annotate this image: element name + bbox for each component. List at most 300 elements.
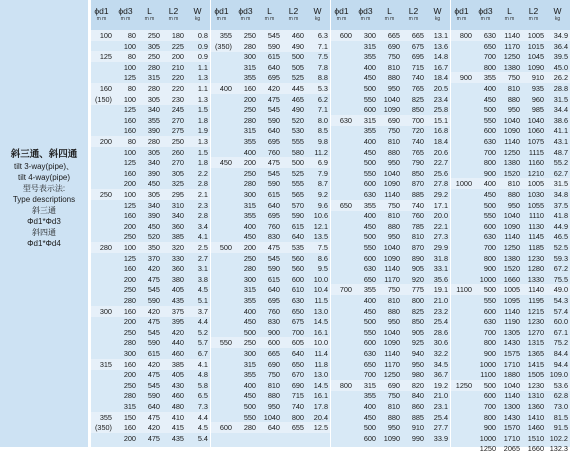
- table-cell: 36.4: [553, 41, 568, 51]
- column-header: [427, 7, 448, 22]
- table-cell: 450: [243, 391, 256, 401]
- table-row: [91, 94, 210, 105]
- table-cell: 7.5: [317, 243, 328, 252]
- table-cell: 125: [99, 52, 112, 62]
- table-cell: 610: [291, 285, 304, 295]
- table-cell: 355: [243, 370, 256, 380]
- table-row: [331, 231, 450, 242]
- table-cell: 435: [171, 433, 184, 443]
- table-cell: 1310: [527, 391, 544, 401]
- table-cell: 475: [147, 317, 160, 327]
- table-row: [451, 115, 570, 126]
- table-cell: 230: [171, 94, 184, 104]
- table-cell: 700: [483, 327, 496, 337]
- table-cell: 1005: [527, 179, 544, 189]
- table-cell: 475: [267, 158, 280, 168]
- table-cell: 5.1: [197, 296, 208, 305]
- table-cell: 1380: [503, 62, 520, 72]
- table-cell: 250: [147, 31, 160, 40]
- table-row: [211, 369, 330, 380]
- table-cell: 25.4: [433, 412, 448, 422]
- table-cell: 28.8: [553, 84, 568, 93]
- table-cell: 1430: [503, 412, 520, 422]
- table-cell: 765: [411, 147, 424, 157]
- table-cell: 4.1: [197, 359, 208, 369]
- table-cell: 5.4: [197, 433, 208, 443]
- table-cell: 7.8: [317, 62, 328, 72]
- table-cell: 900: [483, 168, 496, 178]
- table-cell: 300: [243, 349, 256, 358]
- table-cell: 355: [147, 115, 160, 125]
- table-cell: 545: [147, 327, 160, 337]
- table-cell: 11.5: [314, 296, 328, 305]
- table-cell: 630: [363, 190, 376, 199]
- table-cell: 295: [171, 190, 184, 199]
- table-cell: 16.8: [433, 126, 448, 136]
- table-cell: 100: [123, 62, 136, 72]
- sidebar-description: [0, 148, 88, 249]
- table-cell: 315: [123, 402, 136, 411]
- table-cell: 33.1: [433, 264, 448, 274]
- sidebar-line: 斜三通: [32, 206, 56, 215]
- table-row: [91, 390, 210, 401]
- table-row: [91, 348, 210, 359]
- table-cell: 1710: [503, 433, 520, 443]
- table-cell: 890: [411, 253, 424, 263]
- table-cell: 6.5: [197, 391, 208, 401]
- sidebar-line: 型号表示法:: [22, 184, 66, 193]
- table-cell: 750: [387, 391, 400, 401]
- table-cell: 810: [507, 84, 520, 93]
- table-cell: 16.1: [313, 327, 328, 337]
- column-symbol: W: [193, 6, 202, 16]
- table-cell: 545: [267, 168, 280, 178]
- table-cell: 81.5: [553, 412, 568, 422]
- table-row: [451, 221, 570, 232]
- table-cell: 59.3: [553, 253, 568, 263]
- table-cell: 590: [267, 179, 280, 189]
- table-cell: 315: [243, 285, 256, 295]
- table-cell: 950: [267, 402, 280, 411]
- table-row: [451, 157, 570, 168]
- table-cell: 850: [411, 168, 424, 178]
- table-cell: 500: [291, 52, 304, 62]
- table-cell: 100: [123, 147, 136, 157]
- table-row: [91, 157, 210, 168]
- table-cell: 555: [291, 179, 304, 189]
- table-cell: 5.2: [197, 327, 208, 337]
- table-cell: 160: [123, 359, 136, 369]
- table-cell: 760: [411, 211, 424, 221]
- table-cell: 125: [123, 105, 136, 115]
- table-cell: 125: [123, 73, 136, 83]
- table-row: [331, 316, 450, 327]
- table-cell: 200: [123, 317, 136, 327]
- table-cell: 400: [243, 221, 256, 231]
- table-cell: 740: [411, 200, 424, 210]
- table-cell: 600: [363, 179, 376, 189]
- column-symbol: W: [433, 6, 442, 16]
- table-cell: 21.0: [433, 391, 448, 401]
- table-cell: 1090: [527, 62, 544, 72]
- column-symbol: L: [507, 6, 512, 16]
- table-cell: 9.5: [317, 264, 328, 274]
- table-cell: 340: [171, 211, 184, 221]
- table-cell: 665: [387, 31, 400, 40]
- table-cell: 1040: [263, 412, 280, 422]
- table-cell: 55.2: [553, 158, 568, 168]
- table-cell: 1060: [527, 126, 544, 136]
- table-cell: 1100: [456, 285, 472, 295]
- table-cell: 695: [267, 211, 280, 221]
- table-cell: 100: [123, 41, 136, 51]
- table-row: [211, 337, 330, 348]
- table-cell: 3.1: [197, 264, 208, 274]
- column-symbol: L: [267, 6, 272, 16]
- table-row: [331, 348, 450, 359]
- column-symbol: ϕd1: [94, 6, 109, 16]
- column-header: [187, 7, 208, 22]
- table-cell: 1140: [504, 31, 520, 40]
- table-cell: 8.6: [317, 253, 328, 263]
- column-symbol: ϕd1: [454, 6, 469, 16]
- table-cell: 10.6: [313, 211, 328, 221]
- column-symbol: L2: [528, 6, 539, 16]
- table-cell: 1660: [503, 274, 520, 284]
- table-cell: 880: [507, 94, 520, 104]
- table-cell: 580: [291, 147, 304, 157]
- table-cell: 16.7: [433, 62, 448, 72]
- table-cell: 560: [291, 253, 304, 263]
- table-cell: 500: [363, 84, 376, 93]
- table-cell: 880: [387, 221, 400, 231]
- table-row: [211, 295, 330, 306]
- table-cell: 900: [483, 264, 496, 274]
- table-cell: 500: [243, 402, 256, 411]
- table-row: [451, 178, 570, 189]
- table-cell: 26.2: [553, 73, 568, 83]
- table-cell: 860: [411, 402, 424, 411]
- table-row: [211, 221, 330, 232]
- table-cell: 400: [363, 211, 376, 221]
- table-cell: 200: [123, 221, 136, 231]
- table-cell: 475: [267, 94, 280, 104]
- table-cell: 715: [411, 62, 424, 72]
- table-row: [331, 369, 450, 380]
- table-cell: 650: [339, 200, 352, 210]
- table-cell: 395: [171, 317, 184, 327]
- table-row: [451, 30, 570, 41]
- table-cell: 2.7: [197, 253, 208, 263]
- column-header: [211, 7, 232, 22]
- table-cell: 220: [171, 84, 184, 93]
- table-cell: 160: [123, 115, 136, 125]
- table-row: [451, 284, 570, 295]
- table-cell: 420: [147, 423, 160, 433]
- table-cell: 14.5: [313, 317, 328, 327]
- table-cell: 180: [171, 31, 184, 40]
- table-cell: 475: [147, 370, 160, 380]
- table-row: [211, 327, 330, 338]
- table-cell: 1030: [527, 190, 544, 199]
- table-cell: 720: [411, 126, 424, 136]
- table-cell: 385: [171, 359, 184, 369]
- table-row: [451, 306, 570, 317]
- table-cell: 1270: [527, 327, 544, 337]
- table-cell: 880: [387, 306, 400, 316]
- column-unit: kg: [314, 16, 321, 22]
- table-cell: 4.5: [197, 423, 208, 433]
- table-cell: 1170: [384, 274, 400, 284]
- table-cell: 280: [147, 62, 160, 72]
- table-row: [91, 168, 210, 179]
- table-cell: 1230: [527, 380, 544, 390]
- table-row: [451, 210, 570, 221]
- table-row: [211, 359, 330, 370]
- table-cell: 600: [363, 105, 376, 115]
- table-row: [91, 83, 210, 94]
- table-cell: 400: [483, 84, 496, 93]
- table-row: [331, 284, 450, 295]
- table-cell: 545: [147, 380, 160, 390]
- table-cell: 600: [483, 126, 496, 136]
- table-cell: 27.3: [433, 232, 448, 242]
- table-cell: 1140: [504, 232, 520, 242]
- column-symbol: L2: [168, 6, 179, 16]
- column-unit: kg: [194, 16, 201, 22]
- table-cell: 550: [363, 243, 376, 252]
- table-cell: 1.5: [197, 147, 208, 157]
- table-cell: 950: [387, 232, 400, 242]
- table-cell: 650: [291, 359, 304, 369]
- table-row: [211, 380, 330, 391]
- table-cell: 615: [267, 190, 280, 199]
- table-cell: 67.1: [553, 327, 568, 337]
- table-row: [451, 104, 570, 115]
- table-cell: 305: [147, 147, 160, 157]
- table-cell: 535: [291, 243, 304, 252]
- column-symbol: ϕd1: [214, 6, 229, 16]
- table-row: [331, 422, 450, 433]
- table-cell: 109.0: [549, 370, 568, 380]
- table-cell: 225: [171, 41, 184, 51]
- table-cell: 500: [363, 423, 376, 433]
- table-row: [331, 136, 450, 147]
- table-cell: 400: [363, 137, 376, 146]
- column-unit: m m: [288, 16, 299, 22]
- column-symbol: ϕd3: [478, 6, 493, 16]
- table-cell: 900: [267, 327, 280, 337]
- table-row: [91, 242, 210, 253]
- table-cell: 34.9: [553, 31, 568, 40]
- table-cell: 830: [267, 232, 280, 242]
- table-cell: 1045: [527, 52, 544, 62]
- table-cell: 545: [147, 285, 160, 295]
- table-cell: 355: [363, 391, 376, 401]
- table-cell: 550: [483, 211, 496, 221]
- table-cell: 500: [483, 105, 496, 115]
- table-cell: 17.1: [433, 200, 448, 210]
- table-row: [211, 51, 330, 62]
- table-cell: 34.4: [553, 105, 568, 115]
- table-cell: 505: [291, 62, 304, 72]
- table-cell: 405: [171, 285, 184, 295]
- table-cell: 5.3: [317, 84, 328, 93]
- table-cell: 1040: [503, 380, 520, 390]
- table-cell: 1410: [527, 412, 544, 422]
- table-cell: 36.7: [433, 370, 448, 380]
- table-cell: 475: [147, 412, 160, 422]
- table-cell: 10.0: [313, 338, 328, 348]
- table-cell: 800: [483, 253, 496, 263]
- table-cell: 880: [387, 73, 400, 83]
- table-cell: 520: [147, 232, 160, 242]
- table-cell: 31.5: [553, 179, 568, 189]
- table-cell: 1430: [503, 338, 520, 348]
- table-cell: 0.9: [197, 41, 208, 51]
- table-cell: 32.2: [433, 349, 448, 358]
- table-cell: 132.3: [549, 444, 568, 454]
- table-cell: 675: [411, 41, 424, 51]
- column-unit: m m: [168, 16, 179, 22]
- table-cell: 1415: [527, 359, 544, 369]
- table-cell: 67.2: [553, 264, 568, 274]
- table-cell: 500: [219, 243, 232, 252]
- table-cell: 270: [171, 115, 184, 125]
- column-header: [307, 7, 328, 22]
- table-cell: 57.4: [553, 306, 568, 316]
- table-cell: 390: [147, 168, 160, 178]
- table-cell: 1880: [503, 370, 520, 380]
- table-cell: 1140: [384, 190, 400, 199]
- table-cell: 640: [267, 200, 280, 210]
- table-cell: 20.6: [433, 147, 448, 157]
- table-cell: 80: [127, 137, 136, 146]
- table-cell: 460: [171, 391, 184, 401]
- column-symbol: ϕd3: [238, 6, 253, 16]
- table-cell: 450: [219, 158, 232, 168]
- column-unit: m m: [360, 16, 371, 22]
- table-row: [211, 242, 330, 253]
- table-row: [451, 147, 570, 158]
- table-cell: 450: [363, 221, 376, 231]
- table-cell: 700: [483, 402, 496, 411]
- table-cell: 305: [171, 168, 184, 178]
- table-cell: 1250: [503, 147, 520, 157]
- column-unit: m m: [96, 16, 107, 22]
- column-symbol: ϕd3: [358, 6, 373, 16]
- table-cell: 550: [483, 296, 496, 305]
- table-cell: 1520: [503, 264, 520, 274]
- column-header: [523, 7, 544, 22]
- table-cell: 250: [243, 253, 256, 263]
- table-header: [331, 0, 450, 30]
- table-row: [451, 327, 570, 338]
- table-cell: 390: [147, 211, 160, 221]
- table-row: [211, 83, 330, 94]
- table-cell: 775: [411, 285, 424, 295]
- table-cell: 250: [123, 327, 136, 337]
- sidebar-line: Type descriptions: [12, 195, 76, 204]
- table-cell: 640: [267, 126, 280, 136]
- table-cell: 700: [291, 327, 304, 337]
- table-cell: 13.0: [313, 306, 328, 316]
- table-cell: 8.7: [317, 179, 328, 189]
- table-cell: 280: [147, 84, 160, 93]
- table-cell: 1130: [528, 221, 544, 231]
- column-symbol: ϕd3: [118, 6, 133, 16]
- sidebar-line: Φd1*Φd3: [27, 217, 61, 226]
- table-row: [451, 253, 570, 264]
- table-cell: 1185: [528, 243, 544, 252]
- column-unit: m m: [528, 16, 539, 22]
- table-cell: 15.1: [433, 115, 448, 125]
- table-cell: 160: [123, 211, 136, 221]
- table-cell: 550: [363, 168, 376, 178]
- table-row: [91, 200, 210, 211]
- table-cell: 360: [171, 264, 184, 274]
- table-row: [211, 306, 330, 317]
- table-cell: 570: [291, 200, 304, 210]
- table-row: [211, 274, 330, 285]
- table-cell: 650: [291, 306, 304, 316]
- table-row: [91, 41, 210, 52]
- table-cell: 1710: [503, 359, 520, 369]
- table-cell: 305: [147, 94, 160, 104]
- table-cell: 315: [243, 359, 256, 369]
- table-header: [211, 0, 330, 30]
- table-cell: 13.0: [313, 370, 328, 380]
- table-cell: 44.9: [553, 221, 568, 231]
- table-cell: 1330: [527, 274, 544, 284]
- table-cell: 6.3: [317, 31, 328, 40]
- table-cell: 1.3: [197, 73, 208, 83]
- table-cell: 695: [411, 52, 424, 62]
- table-cell: 800: [291, 412, 304, 422]
- table-row: [331, 274, 450, 285]
- table-cell: 1000: [479, 274, 496, 284]
- table-row: [331, 51, 450, 62]
- column-symbol: L2: [408, 6, 419, 16]
- table-cell: 1.5: [197, 105, 208, 115]
- table-row: [211, 200, 330, 211]
- table-cell: 465: [291, 94, 304, 104]
- table-cell: 700: [483, 243, 496, 252]
- table-header: [91, 0, 210, 30]
- table-cell: 1460: [527, 423, 544, 433]
- table-cell: 370: [147, 253, 160, 263]
- table-row: [451, 380, 570, 391]
- table-row: [331, 412, 450, 423]
- table-cell: 250: [123, 285, 136, 295]
- column-unit: m m: [120, 16, 131, 22]
- table-cell: 22.7: [433, 158, 448, 168]
- table-cell: 1100: [480, 370, 496, 380]
- table-cell: 11.8: [314, 359, 328, 369]
- table-cell: 94.4: [553, 359, 568, 369]
- table-row: [211, 41, 330, 52]
- table-cell: 20.5: [433, 84, 448, 93]
- table-row: [451, 231, 570, 242]
- table-cell: 125: [123, 253, 136, 263]
- table-cell: 590: [147, 338, 160, 348]
- table-cell: 500: [291, 158, 304, 168]
- table-cell: 1.9: [197, 126, 208, 136]
- table-row: [451, 51, 570, 62]
- table-row: [451, 359, 570, 370]
- table-cell: 250: [147, 52, 160, 62]
- table-row: [451, 83, 570, 94]
